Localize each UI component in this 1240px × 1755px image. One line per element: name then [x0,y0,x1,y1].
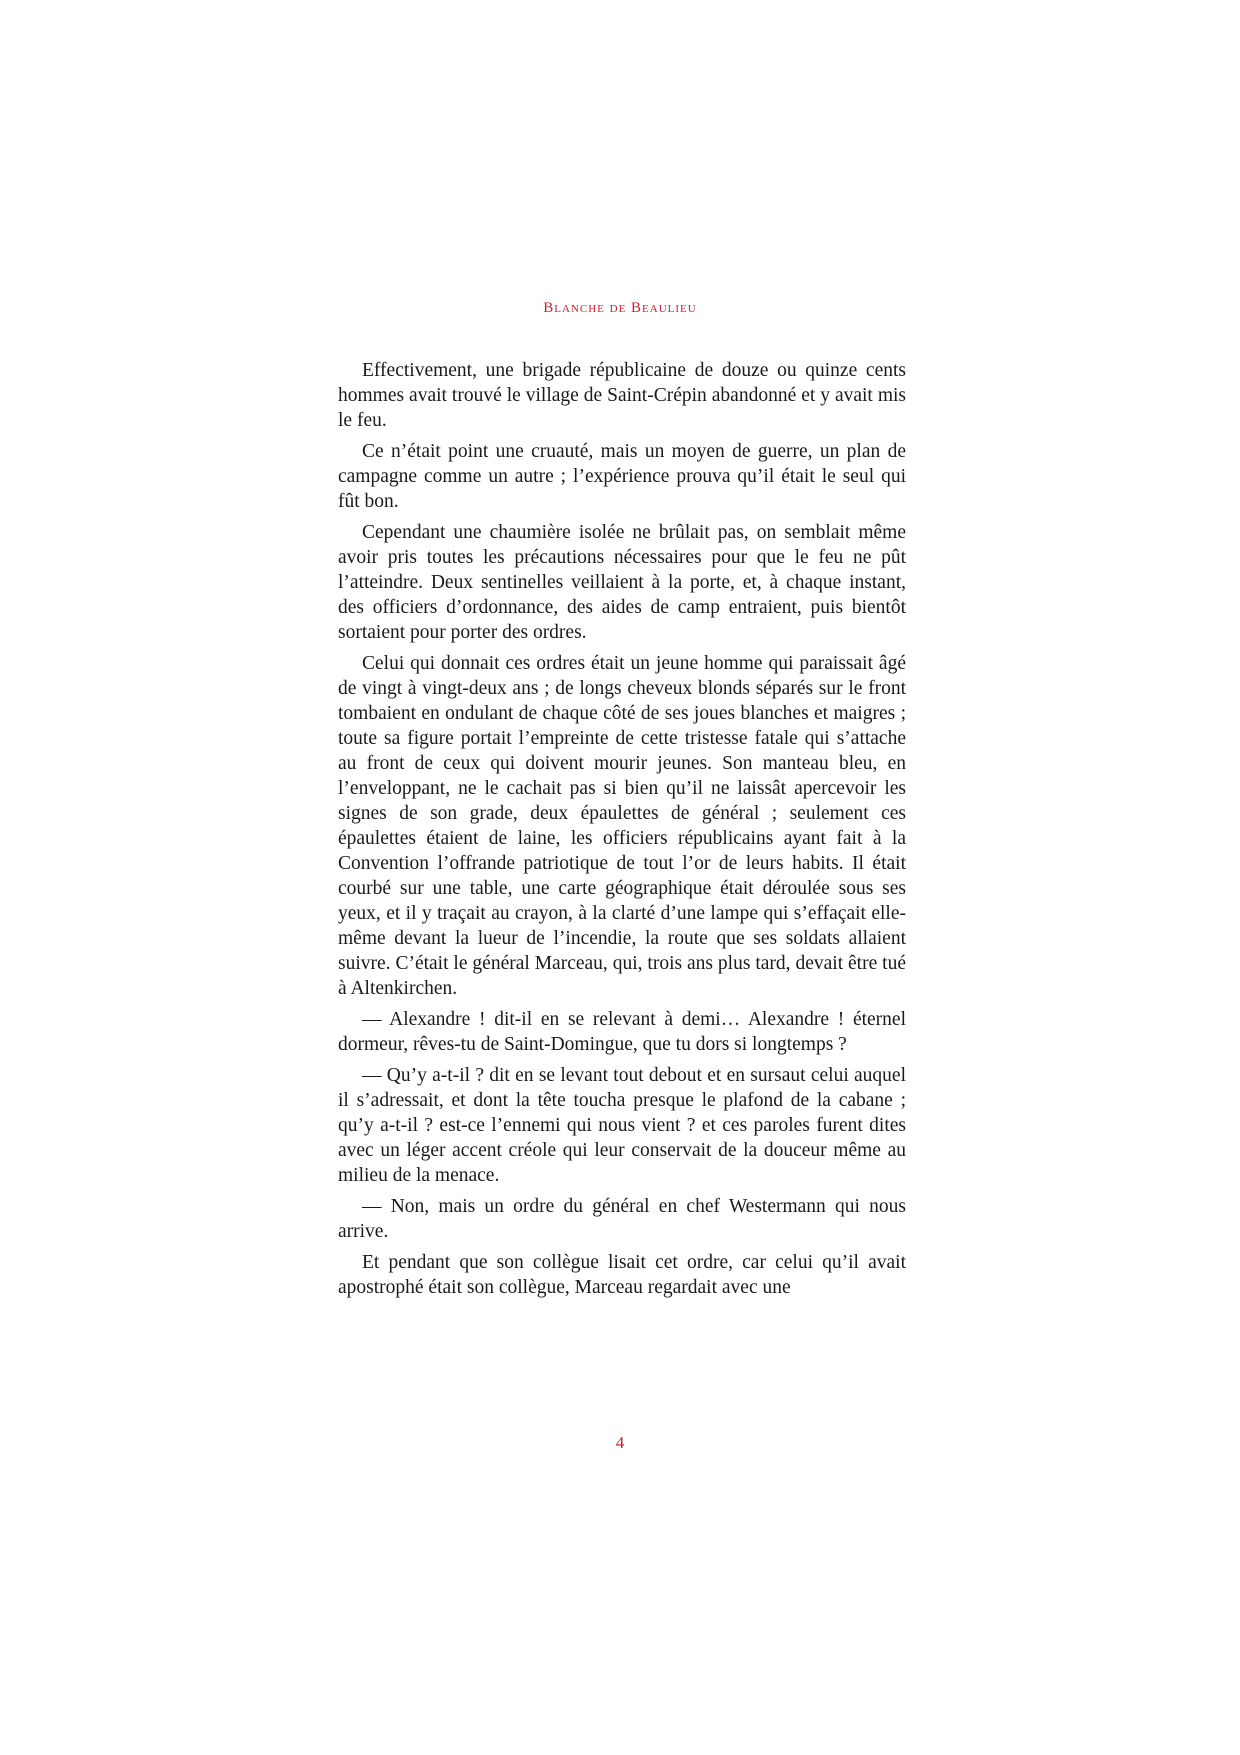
paragraph: Celui qui donnait ces ordres était un jeune homme qui paraissait âgé de vingt à vingt-deux ans ; de longs cheveux blonds séparés sur le front tombaient en ondulant de chaque côté de ses joues blanches et maigres ; toute sa figure portait l’empreinte de cette tristesse fatale qui s’attache au front de ceux qui doivent mourir jeunes. Son manteau bleu, en l’enveloppant, ne le cachait pas si bien qu’il ne laissât apercevoir les signes de son grade, deux épaulettes de général ; seulement ces épaulettes étaient de laine, les officiers républicains ayant fait à la Convention l’offrande patriotique de tout l’or de leurs habits. Il était courbé sur une table, une carte géographique était déroulée sous ses yeux, et il y traçait au crayon, à la clarté d’une lampe qui s’effaçait elle-même devant la lueur de l’incendie, la route que ses soldats allaient suivre. C’était le général Marceau, qui, trois ans plus tard, devait être tué à Altenkirchen. [338,653,906,999]
paragraph: Et pendant que son collègue lisait cet ordre, car celui qu’il avait apostrophé était son collègue, Marceau regardait avec une [338,1252,906,1298]
paragraph: Effectivement, une brigade républicaine de douze ou quinze cents hommes avait trouvé le village de Saint-Crépin abandonné et y avait mis le feu. [338,360,906,431]
running-header: Blanche de Beaulieu [543,300,697,316]
paragraph: — Alexandre ! dit-il en se relevant à demi… Alexandre ! éternel dormeur, rêves-tu de Saint-Domingue, que tu dors si longtemps ? [338,1009,906,1055]
paragraph: Ce n’était point une cruauté, mais un moyen de guerre, un plan de campagne comme un autre ; l’expérience prouva qu’il était le seul qui fût bon. [338,441,906,512]
paragraph: — Non, mais un ordre du général en chef Westermann qui nous arrive. [338,1196,906,1242]
paragraph: Cependant une chaumière isolée ne brûlait pas, on semblait même avoir pris toutes les précautions nécessaires pour que le feu ne pût l’atteindre. Deux sentinelles veillaient à la porte, et, à chaque instant, des officiers d’ordonnance, des aides de camp entraient, puis bientôt sortaient pour porter des ordres. [338,522,906,643]
page-number: 4 [615,1433,625,1452]
body-text [338,358,906,1306]
paragraph: — Qu’y a-t-il ? dit en se levant tout debout et en sursaut celui auquel il s’adressait, et dont la tête toucha presque le plafond de la cabane ; qu’y a-t-il ? est-ce l’ennemi qui nous vient ? et ces paroles furent dites avec un léger accent créole qui leur conservait de la douceur même au milieu de la menace. [338,1065,906,1186]
